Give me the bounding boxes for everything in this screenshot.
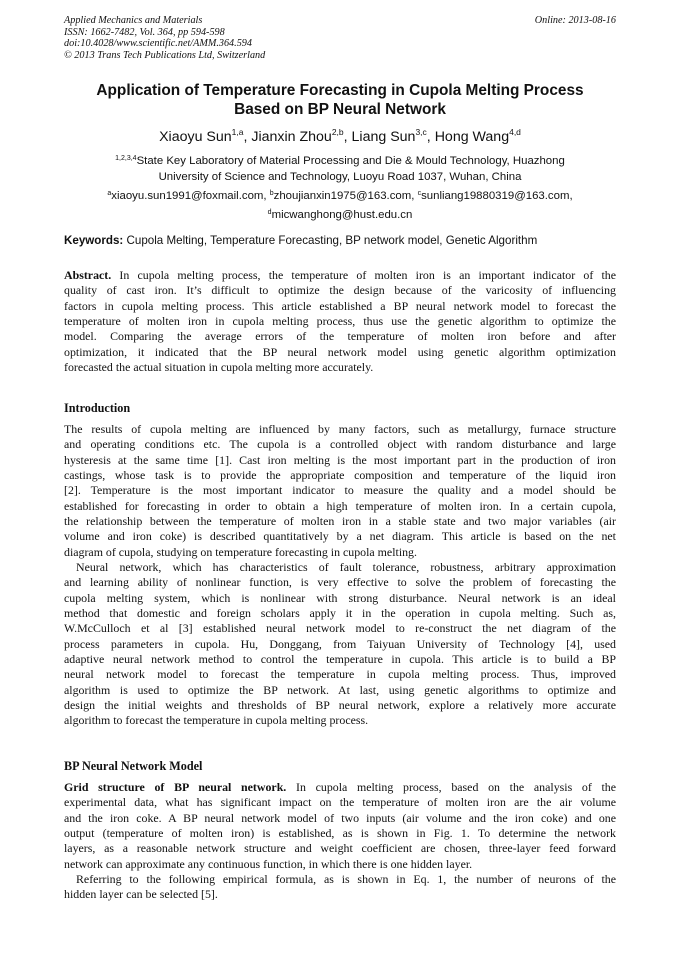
- abstract-line-text: In cupola melting process, the temperature of molten iron is an important indicator of the: [119, 268, 616, 282]
- email-list: [64, 186, 616, 223]
- keywords: [64, 233, 616, 248]
- author-name: Jianxin Zhou: [251, 129, 332, 145]
- author-name: Liang Sun: [351, 129, 416, 145]
- section-heading-introduction: Introduction: [64, 401, 131, 415]
- abstract-line: [64, 268, 616, 283]
- body-line: castings, whose task is to provide the appropriate composition and temperature of the liquid iron: [64, 468, 616, 483]
- author-sup: 2,b: [331, 127, 344, 137]
- abstract-line: model. Comparing the average errors of the temperature of molten iron before and after: [64, 329, 616, 344]
- body-line: neural network model to forecast the temperature in cupola melting process. Thus, improved: [64, 667, 616, 682]
- body-line: output (temperature of molten iron) is established, as is shown in Fig. 1. To determine the network: [64, 826, 616, 841]
- affiliation-line-2: University of Science and Technology, Luoyu Road 1037, Wuhan, China: [158, 170, 522, 183]
- journal-name: Applied Mechanics and Materials: [64, 15, 203, 26]
- subsection-label: Grid structure of BP neural network.: [64, 780, 287, 794]
- section-heading-bp-model: BP Neural Network Model: [64, 759, 203, 773]
- abstract-line: forecasted the actual situation in cupola melting more accurately.: [64, 360, 374, 375]
- body-line: process parameters in cupola. Hu, Donggang, from Taiyuan University of Technology [4], used: [64, 636, 616, 651]
- body-line: algorithm to forecast the temperature in cupola melting process.: [64, 713, 369, 728]
- body-line: established for forecasting in order to obtain a high temperature of molten iron. In a certain cupola,: [64, 498, 616, 513]
- body-line: [2]. Temperature is the most important indicator to measure the quality and a model should be: [64, 483, 616, 498]
- affiliation: [64, 151, 616, 185]
- body-line: and learning ability of nonlinear function, is very effective to solve the problem of forecasting the: [64, 575, 616, 590]
- email-link[interactable]: zhoujianxin1975@163.com: [273, 190, 412, 202]
- body-line: and operating conditions etc. The cupola is a controlled object with random disturbance and large: [64, 437, 616, 452]
- body-line: [64, 780, 616, 795]
- body-line: and the iron coke. A BP neural network model of two inputs (air volume and the iron coke) and one: [64, 810, 616, 825]
- affiliation-sup: 1,2,3,4: [115, 155, 137, 162]
- affiliation-line-1: [64, 151, 616, 170]
- paper-title-line-1: Application of Temperature Forecasting in Cupola Melting Process: [96, 82, 584, 99]
- email-sup: a: [107, 190, 112, 197]
- keywords-label: Keywords:: [64, 234, 124, 247]
- body-line: design the initial weights and thresholds of BP neural network, explore a relatively more accurate: [64, 698, 616, 713]
- body-line-text: In cupola melting process, based on the analysis of the: [296, 780, 617, 794]
- body-line: diagram of cupola, studying on temperature forecasting in cupola melting.: [64, 544, 417, 559]
- body-line: experimental data, what has significant impact on the temperature of molten iron are the air volume: [64, 795, 616, 810]
- body-line: the relationship between the temperature of molten iron in a stable state and two major variables (air: [64, 514, 616, 529]
- body-line: method that domestic and foreign scholars apply it in the operation in cupola melting. Such as,: [64, 606, 616, 621]
- body-line: layers, as a reasonable network structure and weight coefficient are chosen, three-layer feed forward: [64, 841, 616, 856]
- body-line: Referring to the following empirical formula, as is shown in Eq. 1, the number of neurons of the: [76, 872, 616, 886]
- abstract-line: optimization, it indicated that the BP neural network model using genetic algorithm optimization: [64, 344, 616, 359]
- paper-title: [64, 81, 616, 119]
- abstract-paragraph: [64, 268, 616, 375]
- body-line: cupola melting system, which is nonlinear with strong disturbance. Neural network is an ideal: [64, 590, 616, 605]
- body-line: hidden layer can be selected [5].: [64, 887, 218, 902]
- body-line: adaptive neural network method to control the temperature in cupola. This article is to build a BP: [64, 652, 616, 667]
- author-name: Xiaoyu Sun: [159, 129, 232, 145]
- body-line: algorithm is used to optimize the BP network. At last, using genetic algorithms to optimize and: [64, 682, 616, 697]
- abstract-line: quality of cast iron. It’s difficult to optimize the design because of the varicosity of influencing: [64, 283, 616, 298]
- journal-issn: ISSN: 1662-7482, Vol. 364, pp 594-598: [64, 26, 225, 38]
- email-link[interactable]: sunliang19880319@163.com: [421, 190, 570, 202]
- paper-title-line-2: Based on BP Neural Network: [234, 101, 446, 118]
- intro-paragraph-1: [64, 422, 616, 560]
- email-line-1: $^a$xiaoyu.sun1991@foxmail.com, $^b$zhoujianxin1975@163.com, $^c$sunliang19880319@163.com,: [107, 190, 573, 202]
- journal-header: [64, 15, 616, 61]
- body-line: hysteresis at the same time [1]. Cast iron melting is the most important part in the production of iron: [64, 452, 616, 467]
- journal-doi: doi:10.4028/www.scientific.net/AMM.364.594: [64, 38, 252, 50]
- intro-paragraph-2: [64, 560, 616, 729]
- author-list: Xiaoyu Sun$^{1,a}$, Jianxin Zhou$^{2,b}$, Liang Sun$^{3,c}$, Hong Wang$^{4,d}$: [159, 127, 521, 145]
- online-date: Online: 2013-08-16: [534, 15, 616, 26]
- bp-paragraph-2: [64, 872, 616, 903]
- body-line: volume and iron coke) is described quantitatively by a net diagram. This article is based on the net: [64, 529, 616, 544]
- keywords-text: Cupola Melting, Temperature Forecasting, BP network model, Genetic Algorithm: [126, 234, 538, 247]
- email-sup: c: [417, 190, 422, 197]
- author-sup: 1,a: [231, 127, 244, 137]
- body-line: network can approximate any continuous function, in which there is one hidden layer.: [64, 856, 473, 871]
- body-line: W.McCulloch et al [3] established neural network model to re-construct the net diagram of the: [64, 621, 616, 636]
- abstract-line: temperature of molten iron in cupola melting process, thus use the genetic algorithm to optimize the: [64, 314, 616, 329]
- email-sup: b: [269, 190, 274, 197]
- author-sup: 3,c: [415, 127, 427, 137]
- affiliation-text-1: State Key Laboratory of Material Processing and Die & Mould Technology, Huazhong: [136, 155, 565, 167]
- author-name: Hong Wang: [434, 129, 510, 145]
- email-sup: d: [267, 208, 272, 216]
- bp-paragraph-1: [64, 780, 616, 872]
- abstract-line: factors in cupola melting process. This article established a BP neural network model to forecast the: [64, 298, 616, 313]
- body-line: Neural network, which has characteristics of fault tolerance, robustness, arbitrary approximation: [76, 560, 616, 574]
- email-link[interactable]: xiaoyu.sun1991@foxmail.com: [111, 190, 264, 202]
- email-line-2: [64, 205, 616, 224]
- abstract-label: Abstract.: [64, 268, 112, 282]
- email-link[interactable]: micwanghong@hust.edu.cn: [271, 208, 413, 221]
- journal-copyright: © 2013 Trans Tech Publications Ltd, Switzerland: [64, 49, 266, 61]
- body-line: The results of cupola melting are influenced by many factors, such as metallurgy, furnace structure: [64, 422, 616, 436]
- author-sup: 4,d: [509, 127, 521, 137]
